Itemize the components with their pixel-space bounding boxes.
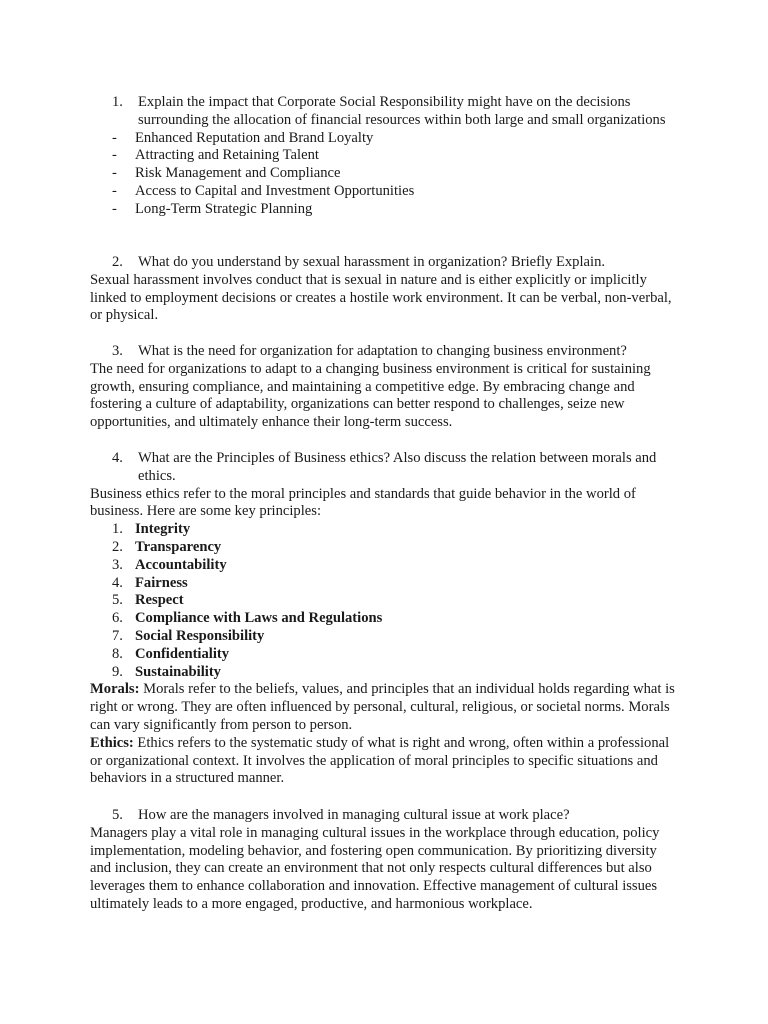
- question-text: What do you understand by sexual harassment in organization? Briefly Explain.: [138, 254, 606, 270]
- question-3: [90, 343, 680, 361]
- question-text: How are the managers involved in managing cultural issue at work place?: [138, 807, 570, 823]
- bullet-item: - Risk Management and Compliance: [112, 165, 341, 182]
- question-number: 2.: [112, 254, 123, 270]
- question-number: 3.: [112, 343, 123, 359]
- bullet-item: - Access to Capital and Investment Opportunities: [112, 182, 415, 199]
- question-number: 5.: [112, 807, 123, 823]
- question-1: [90, 94, 680, 130]
- principle-item: 6. Compliance with Laws and Regulations: [112, 610, 383, 627]
- bullet-item: - Attracting and Retaining Talent: [112, 147, 319, 164]
- principle-item: 7. Social Responsibility: [112, 627, 265, 644]
- question-text: Explain the impact that Corporate Social Responsibility might have on the decisions surrounding the allocation of financial resources within both large and small organizations: [138, 94, 666, 128]
- principle-item: 3. Accountability: [112, 556, 227, 573]
- morals-term: Morals:: [90, 681, 140, 698]
- ethics-paragraph: Ethics: Ethics refers to the systematic study of what is right and wrong, often within a professional or organizational context. It involves the application of moral principles to specific situations and behaviors in a structured manner.: [90, 734, 670, 787]
- question-2: [90, 254, 680, 272]
- answer-paragraph: Managers play a vital role in managing cultural issues in the workplace through education, policy implementation, modeling behavior, and fostering open communication. By prioritizing diversity and inclusion, they can create an environment that not only respects cultural differences but also leverages them to enhance collaboration and innovation. Effective management of cultural issues ultimately leads to a more engaged, productive, and harmonious workplace.: [90, 824, 660, 912]
- question-2-section: [90, 254, 680, 325]
- principle-item: 1. Integrity: [112, 521, 191, 538]
- question-number: 4.: [112, 450, 123, 466]
- question-1-section: [90, 94, 680, 219]
- question-4: [90, 450, 680, 486]
- answer-paragraph: Sexual harassment involves conduct that is sexual in nature and is either explicitly or implicitly linked to employment decisions or creates a hostile work environment. It can be verbal, non-verbal, or physical.: [90, 271, 672, 324]
- principle-item: 8. Confidentiality: [112, 645, 230, 662]
- question-5: [90, 807, 680, 825]
- question-4-section: [90, 450, 680, 788]
- principle-item: 5. Respect: [112, 592, 184, 609]
- principle-item: 9. Sustainability: [112, 663, 221, 680]
- question-text: What are the Principles of Business ethics? Also discuss the relation between morals and ethics.: [138, 450, 657, 484]
- morals-paragraph: Morals: Morals refer to the beliefs, values, and principles that an individual holds regarding what is right or wrong. They are often influenced by personal, cultural, religious, or societal norms. Morals can vary significantly from person to person.: [90, 681, 675, 733]
- ethics-term: Ethics:: [90, 734, 134, 751]
- answer-intro: Business ethics refer to the moral principles and standards that guide behavior in the world of business. Here are some key principles:: [90, 485, 636, 520]
- question-number: 1.: [112, 94, 123, 110]
- question-5-section: [90, 807, 680, 914]
- principle-item: 4. Fairness: [112, 574, 188, 591]
- principle-item: 2. Transparency: [112, 538, 222, 555]
- bullet-item: - Enhanced Reputation and Brand Loyalty: [112, 129, 374, 146]
- question-3-section: [90, 343, 680, 432]
- answer-paragraph: The need for organizations to adapt to a changing business environment is critical for sustaining growth, ensuring compliance, and maintaining a competitive edge. By embracing change and fostering a culture of adaptability, organizations can better respond to challenges, seize new opportunities, and ultimately enhance their long-term success.: [90, 360, 651, 431]
- bullet-item: - Long-Term Strategic Planning: [112, 200, 313, 217]
- question-text: What is the need for organization for adaptation to changing business environment?: [138, 343, 627, 359]
